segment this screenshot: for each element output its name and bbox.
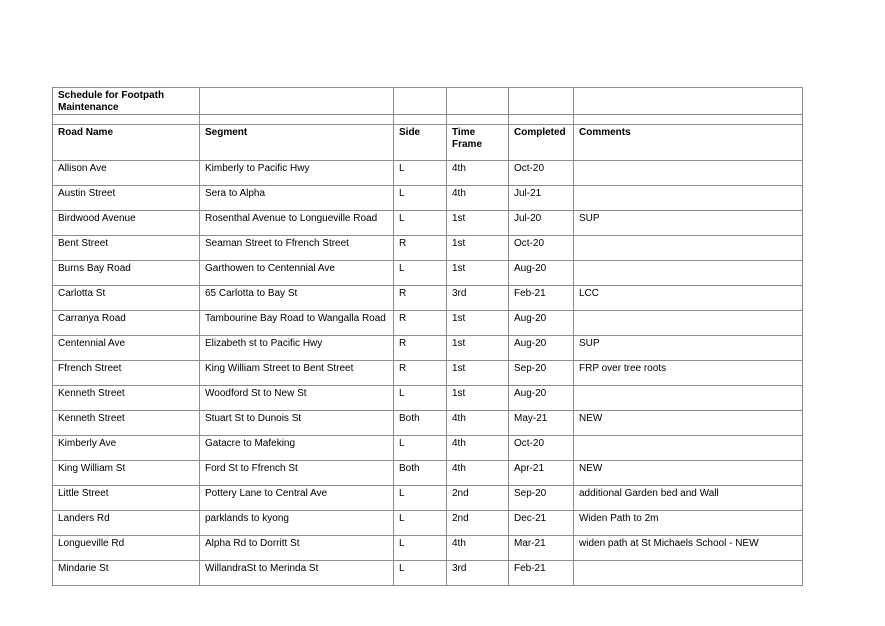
side-cell: L (394, 211, 447, 236)
table-row (53, 311, 803, 336)
time-frame-cell: 4th (447, 436, 509, 461)
table-row (53, 411, 803, 436)
empty-cell (447, 88, 509, 115)
header-segment: Segment (200, 125, 394, 161)
road-name-cell: Birdwood Avenue (53, 211, 200, 236)
completed-cell: Apr-21 (509, 461, 574, 486)
side-cell: L (394, 261, 447, 286)
road-name-cell: Carranya Road (53, 311, 200, 336)
title-row (53, 88, 803, 115)
empty-cell (394, 115, 447, 125)
completed-cell: Sep-20 (509, 361, 574, 386)
road-name-cell: Bent Street (53, 236, 200, 261)
side-cell: L (394, 436, 447, 461)
completed-cell: Aug-20 (509, 311, 574, 336)
road-name-cell: Austin Street (53, 186, 200, 211)
road-name-cell: Carlotta St (53, 286, 200, 311)
empty-cell (200, 115, 394, 125)
completed-cell: Mar-21 (509, 536, 574, 561)
time-frame-cell: 1st (447, 311, 509, 336)
completed-cell: Aug-20 (509, 336, 574, 361)
completed-cell: Jul-20 (509, 211, 574, 236)
road-name-cell: Kenneth Street (53, 386, 200, 411)
time-frame-cell: 1st (447, 211, 509, 236)
empty-cell (509, 88, 574, 115)
segment-cell: Pottery Lane to Central Ave (200, 486, 394, 511)
side-cell: Both (394, 411, 447, 436)
table-row (53, 486, 803, 511)
header-road-name: Road Name (53, 125, 200, 161)
spacer-row (53, 115, 803, 125)
comments-cell: additional Garden bed and Wall (574, 486, 803, 511)
side-cell: L (394, 486, 447, 511)
road-name-cell: Centennial Ave (53, 336, 200, 361)
completed-cell: Sep-20 (509, 486, 574, 511)
side-cell: L (394, 386, 447, 411)
segment-cell: Tambourine Bay Road to Wangalla Road (200, 311, 394, 336)
segment-cell: Ford St to Ffrench St (200, 461, 394, 486)
table-row (53, 361, 803, 386)
road-name-cell: Burns Bay Road (53, 261, 200, 286)
comments-cell (574, 161, 803, 186)
table-row (53, 211, 803, 236)
table-row (53, 386, 803, 411)
time-frame-cell: 2nd (447, 511, 509, 536)
completed-cell: Aug-20 (509, 386, 574, 411)
side-cell: L (394, 511, 447, 536)
comments-cell (574, 261, 803, 286)
time-frame-cell: 1st (447, 236, 509, 261)
segment-cell: Kimberly to Pacific Hwy (200, 161, 394, 186)
empty-cell (447, 115, 509, 125)
table-row (53, 261, 803, 286)
segment-cell: Sera to Alpha (200, 186, 394, 211)
empty-cell (574, 115, 803, 125)
time-frame-cell: 1st (447, 386, 509, 411)
road-name-cell: Landers Rd (53, 511, 200, 536)
header-comments: Comments (574, 125, 803, 161)
completed-cell: Oct-20 (509, 436, 574, 461)
header-side: Side (394, 125, 447, 161)
empty-cell (53, 115, 200, 125)
side-cell: L (394, 561, 447, 586)
road-name-cell: Kimberly Ave (53, 436, 200, 461)
segment-cell: Stuart St to Dunois St (200, 411, 394, 436)
comments-cell (574, 236, 803, 261)
segment-cell: Rosenthal Avenue to Longueville Road (200, 211, 394, 236)
side-cell: R (394, 311, 447, 336)
comments-cell: FRP over tree roots (574, 361, 803, 386)
comments-cell: SUP (574, 336, 803, 361)
time-frame-cell: 1st (447, 361, 509, 386)
segment-cell: Alpha Rd to Dorritt St (200, 536, 394, 561)
segment-cell: Garthowen to Centennial Ave (200, 261, 394, 286)
comments-cell (574, 386, 803, 411)
table-row (53, 461, 803, 486)
table-row (53, 436, 803, 461)
side-cell: R (394, 236, 447, 261)
table-title: Schedule for Footpath Maintenance (53, 88, 200, 115)
segment-cell: WillandraSt to Merinda St (200, 561, 394, 586)
table-row (53, 561, 803, 586)
segment-cell: Woodford St to New St (200, 386, 394, 411)
time-frame-cell: 4th (447, 186, 509, 211)
comments-cell: widen path at St Michaels School - NEW (574, 536, 803, 561)
completed-cell: Jul-21 (509, 186, 574, 211)
comments-cell: NEW (574, 461, 803, 486)
time-frame-cell: 1st (447, 261, 509, 286)
time-frame-cell: 1st (447, 336, 509, 361)
road-name-cell: Longueville Rd (53, 536, 200, 561)
comments-cell: LCC (574, 286, 803, 311)
time-frame-cell: 4th (447, 461, 509, 486)
side-cell: R (394, 361, 447, 386)
table-row (53, 536, 803, 561)
side-cell: L (394, 161, 447, 186)
comments-cell: SUP (574, 211, 803, 236)
empty-cell (574, 88, 803, 115)
comments-cell: NEW (574, 411, 803, 436)
time-frame-cell: 4th (447, 411, 509, 436)
road-name-cell: Allison Ave (53, 161, 200, 186)
road-name-cell: Little Street (53, 486, 200, 511)
road-name-cell: King William St (53, 461, 200, 486)
completed-cell: Dec-21 (509, 511, 574, 536)
completed-cell: May-21 (509, 411, 574, 436)
comments-cell (574, 436, 803, 461)
segment-cell: 65 Carlotta to Bay St (200, 286, 394, 311)
completed-cell: Feb-21 (509, 561, 574, 586)
side-cell: R (394, 286, 447, 311)
segment-cell: Gatacre to Mafeking (200, 436, 394, 461)
side-cell: L (394, 536, 447, 561)
empty-cell (200, 88, 394, 115)
table-row (53, 511, 803, 536)
segment-cell: parklands to kyong (200, 511, 394, 536)
table-row (53, 236, 803, 261)
comments-cell (574, 186, 803, 211)
time-frame-cell: 4th (447, 161, 509, 186)
time-frame-cell: 2nd (447, 486, 509, 511)
completed-cell: Oct-20 (509, 236, 574, 261)
segment-cell: Elizabeth st to Pacific Hwy (200, 336, 394, 361)
empty-cell (394, 88, 447, 115)
road-name-cell: Mindarie St (53, 561, 200, 586)
time-frame-cell: 4th (447, 536, 509, 561)
header-row (53, 125, 803, 161)
completed-cell: Aug-20 (509, 261, 574, 286)
time-frame-cell: 3rd (447, 561, 509, 586)
road-name-cell: Kenneth Street (53, 411, 200, 436)
side-cell: Both (394, 461, 447, 486)
segment-cell: King William Street to Bent Street (200, 361, 394, 386)
side-cell: R (394, 336, 447, 361)
header-time-frame: Time Frame (447, 125, 509, 161)
segment-cell: Seaman Street to Ffrench Street (200, 236, 394, 261)
comments-cell (574, 311, 803, 336)
comments-cell (574, 561, 803, 586)
maintenance-schedule-table (52, 87, 803, 586)
side-cell: L (394, 186, 447, 211)
table-row (53, 286, 803, 311)
empty-cell (509, 115, 574, 125)
table-row (53, 186, 803, 211)
comments-cell: Widen Path to 2m (574, 511, 803, 536)
table-row (53, 161, 803, 186)
header-completed: Completed (509, 125, 574, 161)
time-frame-cell: 3rd (447, 286, 509, 311)
road-name-cell: Ffrench Street (53, 361, 200, 386)
completed-cell: Oct-20 (509, 161, 574, 186)
table-row (53, 336, 803, 361)
completed-cell: Feb-21 (509, 286, 574, 311)
